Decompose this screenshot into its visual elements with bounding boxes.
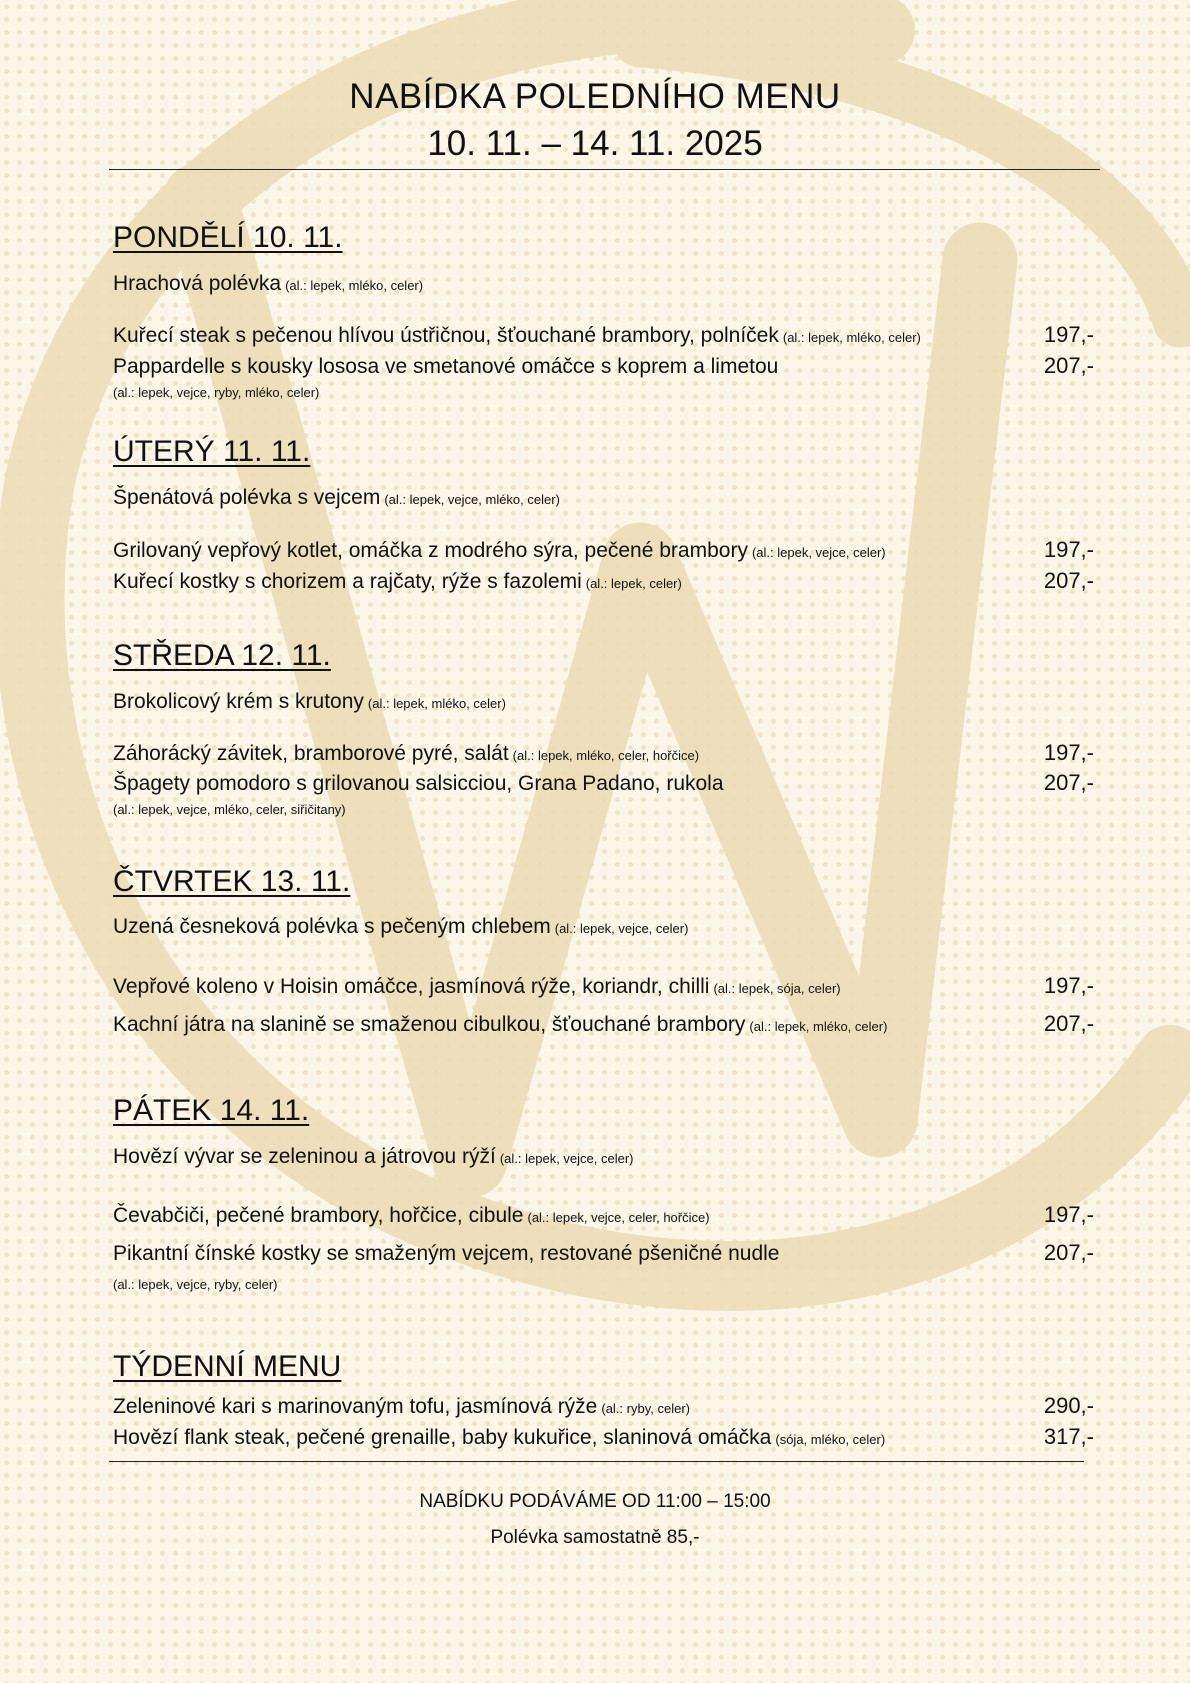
soup-name: Špenátová polévka s vejcem <box>113 486 381 509</box>
soup-allergens: (al.: lepek, mléko, celer) <box>367 696 506 711</box>
divider-bottom <box>109 1461 1084 1462</box>
soup-friday <box>113 1144 634 1172</box>
day-heading-thursday: ČTVRTEK 13. 11. <box>113 865 351 898</box>
dish-name: Hovězí flank steak, pečené grenaille, baby kukuřice, slaninová omáčka <box>113 1426 772 1449</box>
weekly-item-1 <box>113 1394 690 1422</box>
dish-name: Kachní játra na slanině se smaženou cibulkou, šťouchané brambory <box>113 1013 746 1036</box>
price-monday-2: 207,- <box>1043 353 1094 378</box>
main-friday-2 <box>113 1241 779 1267</box>
dish-allergens: (al.: lepek, mléko, celer) <box>749 1019 888 1034</box>
serving-hours: NABÍDKU PODÁVÁME OD 11:00 – 15:00 <box>419 1491 771 1512</box>
menu-title: NABÍDKA POLEDNÍHO MENU <box>349 77 841 116</box>
dish-name: Záhorácký závitek, bramborové pyré, salát <box>113 742 509 765</box>
main-thursday-1 <box>113 974 841 1002</box>
soup-tuesday <box>113 485 560 513</box>
day-heading-monday: PONDĚLÍ 10. 11. <box>113 221 343 254</box>
price-wednesday-1: 197,- <box>1043 740 1094 765</box>
main-tuesday-1 <box>113 538 886 566</box>
price-thursday-2: 207,- <box>1043 1011 1094 1036</box>
day-heading-tuesday: ÚTERÝ 11. 11. <box>113 435 311 468</box>
price-friday-1: 197,- <box>1043 1202 1094 1227</box>
soup-price-note: Polévka samostatně 85,- <box>490 1527 700 1548</box>
soup-allergens: (al.: lepek, vejce, celer) <box>499 1151 634 1166</box>
soup-allergens: (al.: lepek, vejce, mléko, celer) <box>384 492 560 507</box>
main-wednesday-2 <box>113 771 724 797</box>
price-friday-2: 207,- <box>1043 1240 1094 1265</box>
divider-top <box>109 169 1100 170</box>
weekly-item-2 <box>113 1425 885 1453</box>
day-heading-wednesday: STŘEDA 12. 11. <box>113 639 331 672</box>
main-wednesday-1 <box>113 741 699 769</box>
dish-name: Pikantní čínské kostky se smaženým vejcem, restované pšeničné nudle <box>113 1242 780 1265</box>
weekly-menu-heading: TÝDENNÍ MENU <box>113 1350 342 1383</box>
soup-allergens: (al.: lepek, mléko, celer) <box>285 278 424 293</box>
price-tuesday-1: 197,- <box>1043 537 1094 562</box>
day-heading-friday: PÁTEK 14. 11. <box>113 1094 310 1127</box>
price-tuesday-2: 207,- <box>1043 568 1094 593</box>
main-thursday-2 <box>113 1012 887 1040</box>
price-weekly-2: 317,- <box>1043 1424 1094 1449</box>
price-wednesday-2: 207,- <box>1043 770 1094 795</box>
main-friday-1 <box>113 1203 710 1231</box>
main-monday-1 <box>113 323 921 351</box>
price-monday-1: 197,- <box>1043 322 1094 347</box>
dish-allergens: (al.: lepek, sója, celer) <box>713 981 841 996</box>
dish-allergens: (al.: lepek, vejce, ryby, mléko, celer) <box>113 385 320 400</box>
dish-allergens: (al.: lepek, mléko, celer) <box>782 330 921 345</box>
dish-allergens: (al.: lepek, celer) <box>585 576 682 591</box>
dish-allergens: (sója, mléko, celer) <box>775 1432 886 1447</box>
dish-allergens: (al.: lepek, vejce, mléko, celer, siřičitany) <box>113 802 346 817</box>
dish-name: Špagety pomodoro s grilovanou salsicciou, Grana Padano, rukola <box>113 772 724 795</box>
soup-thursday <box>113 914 688 942</box>
soup-name: Hrachová polévka <box>113 272 282 295</box>
soup-monday <box>113 271 423 299</box>
soup-name: Brokolicový krém s krutony <box>113 690 364 713</box>
dish-name: Kuřecí kostky s chorizem a rajčaty, rýže s fazolemi <box>113 570 582 593</box>
dish-name: Zeleninové kari s marinovaným tofu, jasmínová rýže <box>113 1395 598 1418</box>
soup-wednesday <box>113 689 506 717</box>
soup-allergens: (al.: lepek, vejce, celer) <box>554 921 689 936</box>
dish-allergens: (al.: ryby, celer) <box>601 1401 690 1416</box>
dish-allergens: (al.: lepek, mléko, celer, hořčice) <box>512 748 700 763</box>
soup-name: Hovězí vývar se zeleninou a játrovou rýží <box>113 1145 496 1168</box>
main-tuesday-2 <box>113 569 682 597</box>
dish-name: Vepřové koleno v Hoisin omáčce, jasmínová rýže, koriandr, chilli <box>113 975 710 998</box>
dish-name: Pappardelle s kousky lososa ve smetanové omáčce s koprem a limetou <box>113 355 779 378</box>
main-monday-2 <box>113 354 778 380</box>
dish-name: Čevabčiči, pečené brambory, hořčice, cibule <box>113 1204 524 1227</box>
dish-allergens: (al.: lepek, vejce, ryby, celer) <box>113 1277 278 1292</box>
soup-name: Uzená česneková polévka s pečeným chlebem <box>113 915 551 938</box>
menu-dates: 10. 11. – 14. 11. 2025 <box>427 124 763 163</box>
dish-allergens: (al.: lepek, vejce, celer) <box>751 545 886 560</box>
dish-allergens: (al.: lepek, vejce, celer, hořčice) <box>527 1210 710 1225</box>
dish-name: Grilovaný vepřový kotlet, omáčka z modrého sýra, pečené brambory <box>113 539 748 562</box>
price-weekly-1: 290,- <box>1043 1393 1094 1418</box>
price-thursday-1: 197,- <box>1043 973 1094 998</box>
dish-name: Kuřecí steak s pečenou hlívou ústřičnou, šťouchané brambory, polníček <box>113 324 779 347</box>
